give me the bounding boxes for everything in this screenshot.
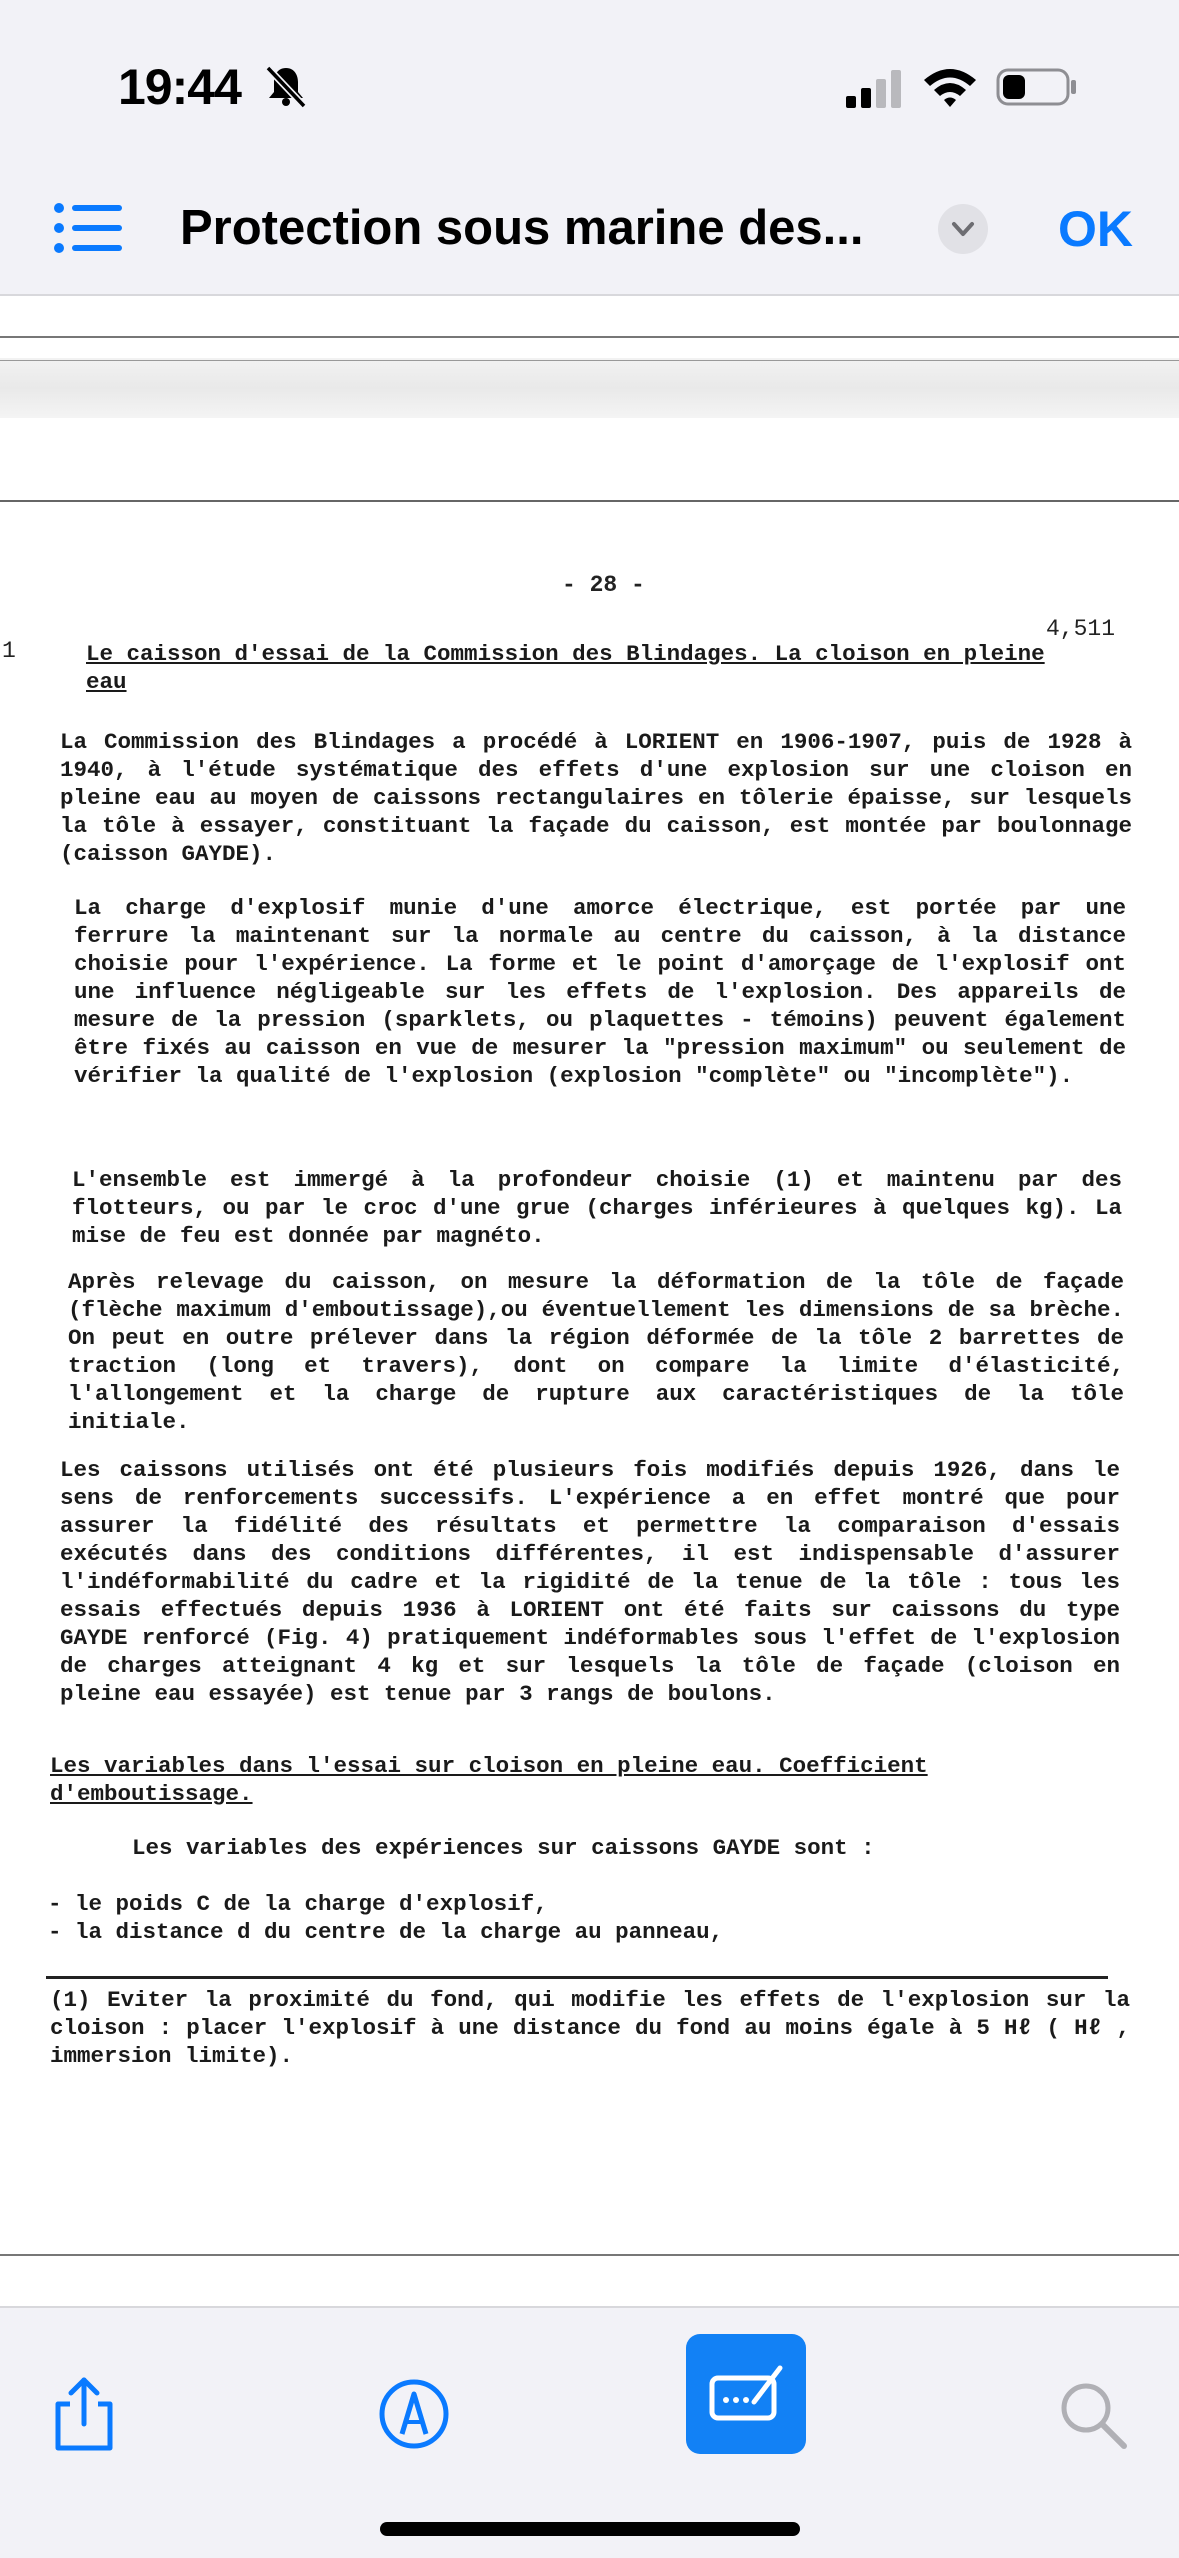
share-icon <box>44 2374 124 2454</box>
status-time: 19:44 <box>118 59 241 115</box>
paragraph: L'ensemble est immergé à la profondeur choisie (1) et maintenu par des flotteurs, ou par le croc d'une grue (charges inférieures à quelques kg). La mise de feu est donnée par magnéto. <box>72 1167 1122 1249</box>
title-menu-button[interactable] <box>938 204 988 254</box>
home-indicator[interactable] <box>380 2522 800 2536</box>
markup-pen-icon <box>374 2374 454 2454</box>
variable-item: - le poids C de la charge d'explosif, <box>48 1891 548 1917</box>
paragraph: Les caissons utilisés ont été plusieurs fois modifiés depuis 1926, dans le sens de renforcements successifs. L'expérience a en effet montré que pour assurer la fidélité des résultats et permettre la comparaison d'essais exécutés dans des conditions différentes, il est indispensable d'assurer l'indéformabilité du cadre et la rigidité de la tenue de la tôle : tous les essais effectués depuis 1936 à LORIENT ont été faits sur caissons du type GAYDE renforcé (Fig. 4) pratiquement indéformables sous l'effet de l'explosion de charges atteignant 4 kg et sur lesquels la tôle de façade (cloison en pleine eau essayée) est tenue par 3 rangs de boulons. <box>60 1457 1120 1707</box>
navigation-bar <box>0 170 1179 296</box>
paragraph: Après relevage du caisson, on mesure la déformation de la tôle de façade (flèche maximum d'emboutissage),ou éventuellement les dimensions de sa brèche. On peut en outre prélever dans la région déformée de la tôle 2 barrettes de traction (long et travers), dont on compare la limite d'élasticité, l'allongement et la charge de rupture aux caractéristiques de la tôle initiale. <box>68 1269 1124 1435</box>
status-bar <box>0 0 1179 170</box>
section-heading-variables: Les variables dans l'essai sur cloison en pleine eau. Coefficient d'emboutissage. <box>50 1753 928 1807</box>
done-button[interactable]: OK <box>1058 201 1133 257</box>
section-heading: Le caisson d'essai de la Commission des Blindages. La cloison en pleine eau <box>86 641 1045 695</box>
page-number: - 28 - <box>562 572 645 598</box>
wifi-icon <box>920 64 980 110</box>
signature-button[interactable] <box>686 2334 806 2454</box>
document-title[interactable]: Protection sous marine des... <box>180 201 864 255</box>
markup-button[interactable] <box>354 2354 474 2474</box>
paragraph: La Commission des Blindages a procédé à LORIENT en 1906-1907, puis de 1928 à 1940, à l'étude systématique des effets d'une explosion sur une cloison en pleine eau au moyen de caissons rectangulaires en tôlerie épaisse, sur lesquels la tôle à essayer, constituant la façade du caisson, est montée par boulonnage (caisson GAYDE). <box>60 729 1132 867</box>
scan-rule <box>0 360 1179 361</box>
share-button[interactable] <box>24 2354 144 2474</box>
signature-icon <box>706 2354 786 2434</box>
list-icon[interactable] <box>52 200 124 256</box>
document-reference: 4,511 <box>1046 616 1116 642</box>
scan-rule <box>0 336 1179 338</box>
search-button[interactable] <box>1032 2354 1152 2474</box>
footnote-rule <box>46 1976 1108 1979</box>
variables-intro: Les variables des expériences sur caissons GAYDE sont : <box>132 1835 875 1861</box>
scan-rule <box>0 2254 1179 2256</box>
document-page[interactable] <box>0 296 1179 2278</box>
scan-rule <box>0 500 1179 502</box>
search-icon <box>1052 2374 1132 2454</box>
chevron-down-icon <box>938 204 988 254</box>
margin-mark: 1 <box>2 638 16 664</box>
silent-bell-icon <box>262 62 310 110</box>
bottom-toolbar <box>0 2306 1179 2558</box>
page-separator <box>0 358 1179 418</box>
footnote: (1) Eviter la proximité du fond, qui modifie les effets de l'explosion sur la cloison : placer l'explosif à une distance du fond au moins égale à 5 Hℓ ( Hℓ , immersion limite). <box>50 1987 1130 2069</box>
battery-icon <box>996 66 1078 108</box>
cellular-signal-icon <box>844 68 904 108</box>
variable-item: - la distance d du centre de la charge au panneau, <box>48 1919 724 1945</box>
paragraph: La charge d'explosif munie d'une amorce électrique, est portée par une ferrure la maintenant sur la normale au centre du caisson, à la distance choisie pour l'expérience. La forme et le point d'amorçage de l'explosif ont une influence négligeable sur les effets de l'explosion. Des appareils de mesure de la pression (sparklets, ou plaquettes - témoins) peuvent également être fixés au caisson en vue de mesurer la "pression maximum" ou seulement de vérifier la qualité de l'explosion (explosion "complète" ou "incomplète"). <box>74 895 1126 1089</box>
